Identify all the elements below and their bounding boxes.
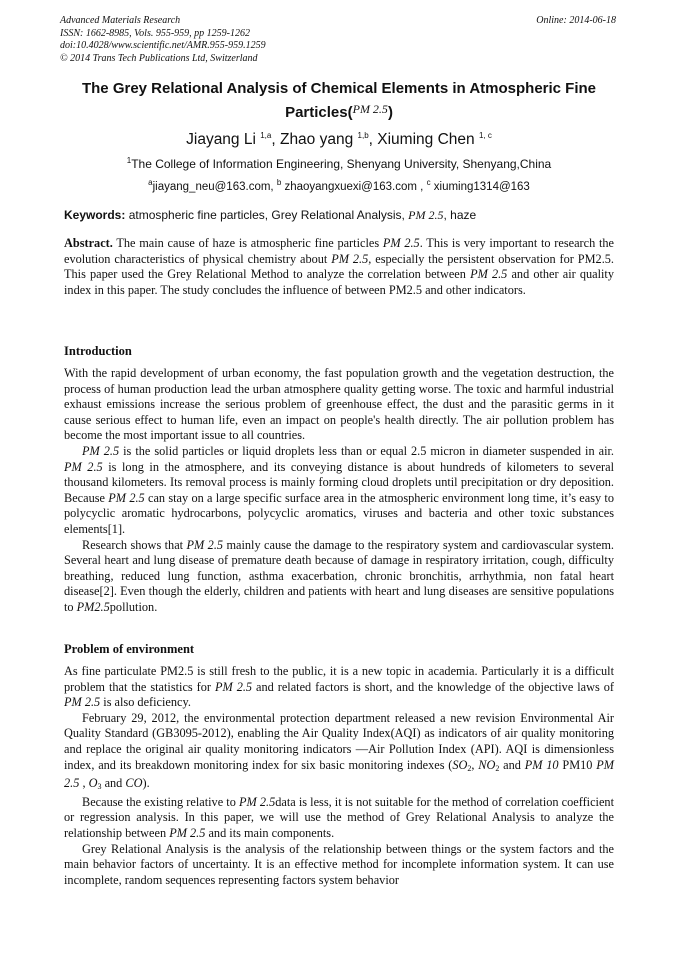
author-2-sup: 1,b [357, 131, 369, 140]
problem-pm-5: PM 2.5 [169, 825, 206, 840]
o3-symbol: O [88, 776, 98, 791]
author-3-sup: 1, c [478, 131, 492, 140]
so2-sub: 2 [467, 763, 472, 773]
introduction-heading: Introduction [64, 344, 132, 358]
problem-pm-1: PM 2.5 [214, 679, 253, 694]
title-line-2 [60, 99, 618, 123]
keywords [64, 208, 618, 223]
problem-pm-3: PM 2.5 [64, 757, 615, 791]
intro-pm-4: PM 2.5 [186, 537, 224, 552]
intro-p2-c: can stay on a large specific surface area in the atmospheric environment long time, it’s easy to polycyclic aromatic hydrocarbons, polycyclic aromatics, viruses and bacteria and other toxic substances elements[1]. [64, 490, 614, 536]
author-1: Jiayang Li [186, 131, 256, 149]
keywords-label: Keywords: [64, 208, 126, 222]
problem-paragraph-1 [64, 664, 614, 711]
problem-p3-a: Because the existing relative to [82, 794, 239, 809]
problem-p1-b: and related factors is short, and the knowledge of the objective laws of [252, 679, 614, 694]
problem-body [64, 664, 614, 888]
doi: doi:10.4028/www.scientific.net/AMR.955-959.1259 [60, 40, 266, 51]
no2-sub: 2 [495, 763, 500, 773]
intro-p3-b: mainly cause the damage to the respiratory system and cardiovascular system. Several heart and lung disease of premature death because of damage in respiratory irritation, cough, difficulty breathing, reduced lung function, asthma exacerbation, chronic bronchitis, arrhythmia, non fatal heart disease[2]. Even though the elderly, children and patients with heart and lung diseases are sensitive populations to [64, 537, 614, 614]
affiliation-sup: 1 [126, 156, 132, 165]
intro-p2-a: is the solid particles or liquid droplets less than or equal 2.5 micron in diameter suspended in air. [119, 443, 614, 458]
title-suffix: ) [387, 104, 393, 121]
email-a-sup: a [148, 178, 153, 187]
running-header [60, 15, 616, 65]
problem-paragraph-3 [64, 795, 614, 842]
problem-p1-c: is also deficiency. [100, 695, 191, 710]
intro-pm-1: PM 2.5 [82, 443, 120, 458]
problem-pm-2: PM 2.5 [64, 695, 101, 710]
author-2: , Zhao yang [271, 131, 354, 149]
intro-p3-c: pollution. [109, 599, 158, 614]
affiliation [60, 156, 618, 171]
email-b: zhaoyangxuexi@163.com , [281, 180, 427, 193]
copyright: © 2014 Trans Tech Publications Ltd, Switzerland [60, 52, 258, 64]
problem-and-1: and [499, 757, 525, 772]
pm10-plain: PM10 [558, 757, 597, 772]
o3-sub: 3 [97, 782, 102, 792]
intro-pm-2: PM 2.5 [64, 459, 103, 474]
problem-comma: , [79, 776, 89, 791]
abstract-text-4: and other air quality index in this paper. The study concludes the influence of between PM2.5 and other indicators. [64, 267, 614, 297]
keywords-text: atmospheric fine particles, Grey Relational Analysis, [125, 208, 409, 222]
intro-p3-a: Research shows that [82, 537, 187, 552]
no2-symbol: NO [478, 757, 496, 772]
email-c: xiuming1314@163 [430, 180, 530, 193]
problem-heading: Problem of environment [64, 642, 195, 656]
problem-paragraph-2: February 29, 2012, the environmental protection department released a new revision Environmental Air Quality Standard (GB3095-2012), enabling the Air Quality Index(AQI) as indicators of air quality monitoring and replace the original air quality monitoring indicators —Air Pollution Index (API). AQI is dimensionless index, and its breakdown monitoring index for six basic monitoring indexes ($SO_2$, $NO_2$ and PM 10 PM10 PM 2.5 , $O_3$ and CO). [64, 710, 615, 792]
pm10-symbol: PM 10 [524, 757, 559, 772]
abstract-text-3: , especially the persistent observation for PM2.5. This paper used the Grey Relational Method to analyze the correlation between [64, 251, 614, 282]
intro-paragraph-3 [64, 538, 614, 616]
intro-paragraph-1: With the rapid development of urban economy, the fast population growth and the vegetation destruction, the process of human production lead the urban atmosphere quality getting worse. The toxic and harmful industrial exhaust emissions increase the serious problem of greenhouse effect, the dust and the parasitic germs in it cause serious effect to human life, even an impact on people's health directly. The air pollution problem has become the most important issue to all countries. [64, 366, 614, 443]
title-line-1: The Grey Relational Analysis of Chemical Elements in Atmospheric Fine [81, 80, 597, 97]
title-pm: PM 2.5 [352, 102, 388, 116]
emails [60, 178, 618, 193]
so2-symbol: SO [452, 757, 468, 772]
abstract-text-1: The main cause of haze is atmospheric fine particles [112, 236, 383, 250]
problem-and-2: and [101, 776, 126, 791]
paper-title [60, 79, 618, 123]
problem-paragraph-4: Grey Relational Analysis is the analysis of the relationship between things or the system factors and the main behavior factors of uncertainty. It is an effective method for incomplete information system. It can use incomplete, random sequences representing factors system behavior [64, 841, 614, 887]
email-b-sup: b [276, 178, 282, 187]
problem-p2-a: February 29, 2012, the environmental protection department released a new revision Environmental Air Quality Standard (GB3095-2012), enabling the Air Quality Index(AQI) as indicators of air quality monitoring and replace the original air quality monitoring indicators —Air Pollution Index (API). AQI is dimensionless index, and its breakdown monitoring index for six basic monitoring indexes ( [64, 710, 614, 772]
problem-p3-c: and its main components. [205, 825, 335, 840]
abstract-label: Abstract. [64, 236, 113, 250]
email-a: jiayang_neu@163.com, [152, 180, 277, 193]
problem-p2-end: ). [142, 776, 150, 791]
problem-p1-a: As fine particulate PM2.5 is still fresh to the public, it is a new topic in academia. Particularly it is a difficult problem that the statistics for [64, 664, 614, 694]
affiliation-text: The College of Information Engineering, Shenyang University, Shenyang,China [131, 157, 552, 171]
author-1-sup: 1,a [260, 131, 272, 140]
keywords-text-end: , haze [443, 208, 477, 222]
problem-pm-4: PM 2.5 [238, 794, 276, 809]
issn: ISSN: 1662-8985, Vols. 955-959, pp 1259-1262 [60, 27, 250, 39]
email-c-sup: c [426, 178, 431, 187]
problem-p3-b: data is less, it is not suitable for the method of correlation coefficient or regression analysis. In this paper, we will use the method of Grey Relational Analysis to analyze the relationship between [64, 794, 615, 840]
co-symbol: CO [125, 776, 143, 791]
author-3: , Xiuming Chen [368, 131, 475, 149]
intro-pm-5: PM2.5 [76, 599, 110, 614]
intro-p2-b: is long in the atmosphere, and its conveying distance is about hundreds of kilometers to several thousand kilometers. Its removal process is mainly forming cloud droplets until precipitation or dry deposition. Because [64, 459, 614, 505]
abstract-text-2: . This is very important to research the evolution characteristics of physical chemistry about [64, 236, 614, 266]
abstract-pm-2: PM 2.5 [331, 251, 369, 266]
introduction-body [64, 366, 614, 616]
journal-name: Advanced Materials Research [60, 15, 181, 26]
title-prefix: Particles( [285, 104, 353, 121]
online-date: Online: 2014-06-18 [536, 15, 616, 26]
abstract-pm-1: PM 2.5 [382, 236, 420, 250]
intro-paragraph-2 [64, 444, 614, 538]
abstract-pm-3: PM 2.5 [470, 267, 508, 282]
intro-pm-3: PM 2.5 [108, 490, 145, 505]
authors [60, 131, 618, 149]
keywords-pm: PM 2.5 [408, 208, 444, 222]
abstract [64, 236, 614, 298]
